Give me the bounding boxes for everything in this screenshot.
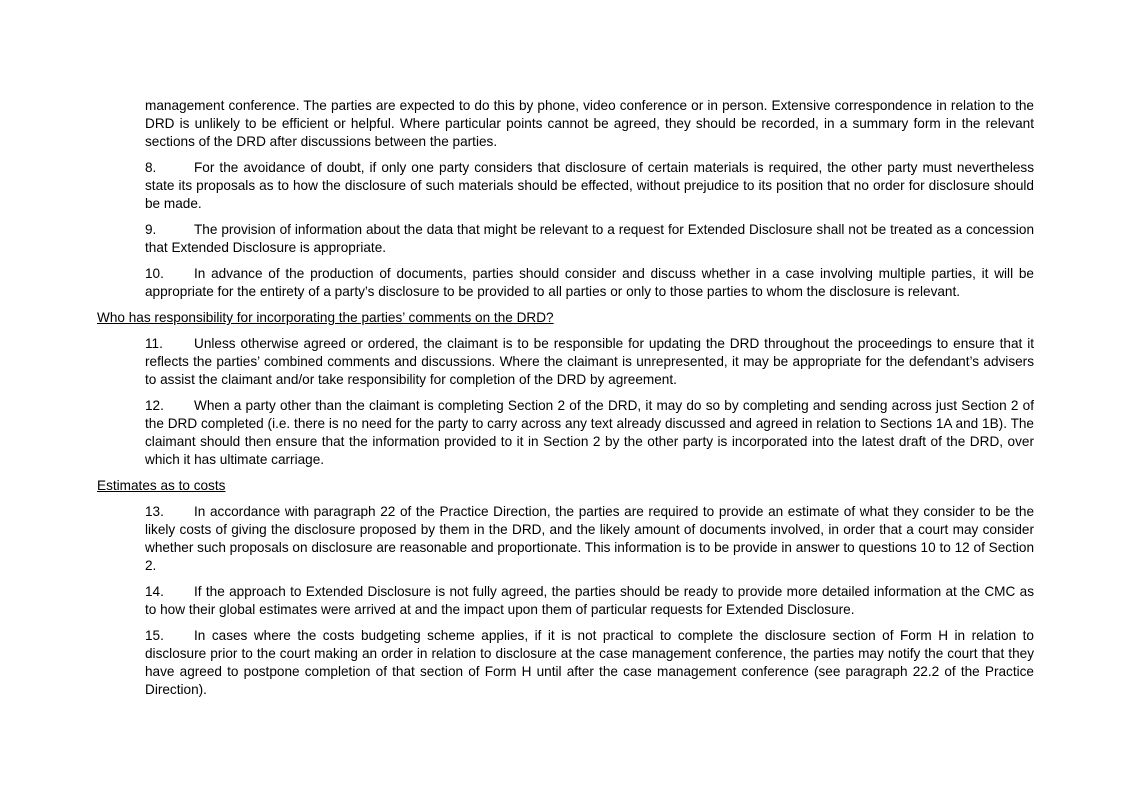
paragraph-text: For the avoidance of doubt, if only one party considers that disclosure of certain materials is required, the other party must nevertheless state its proposals as to how the disclosure of such materials should be effected, without prejudice to its position that no order for disclosure should be made. <box>145 160 1034 211</box>
paragraph-text: In advance of the production of documents, parties should consider and discuss whether in a case involving multiple parties, it will be appropriate for the entirety of a party’s disclosure to be provided to all parties or only to those parties to whom the disclosure is relevant. <box>145 266 1034 299</box>
paragraph-number: 10. <box>145 266 164 281</box>
paragraph-number: 14. <box>145 584 164 599</box>
paragraph-11 <box>145 335 1034 389</box>
paragraph-text: When a party other than the claimant is completing Section 2 of the DRD, it may do so by completing and sending across just Section 2 of the DRD completed (i.e. there is no need for the party to carry across any text already discussed and agreed in relation to Sections 1A and 1B). The claimant should then ensure that the information provided to it in Section 2 by the other party is incorporated into the latest draft of the DRD, over which it has ultimate carriage. <box>145 398 1034 467</box>
paragraph-number: 15. <box>145 628 164 643</box>
continuation-paragraph <box>145 97 1034 151</box>
paragraph-text: In accordance with paragraph 22 of the Practice Direction, the parties are required to provide an estimate of what they consider to be the likely costs of giving the disclosure proposed by them in the DRD, and the likely amount of documents involved, in order that a court may consider whether such proposals on disclosure are reasonable and proportionate. This information is to be provide in answer to questions 10 to 12 of Section 2. <box>145 504 1034 573</box>
paragraph-text: The provision of information about the data that might be relevant to a request for Extended Disclosure shall not be treated as a concession that Extended Disclosure is appropriate. <box>145 222 1034 255</box>
paragraph-number: 11. <box>145 336 163 351</box>
document-body <box>97 97 1034 707</box>
paragraph-15 <box>145 627 1034 699</box>
paragraph-number: 13. <box>145 504 164 519</box>
paragraph-text: Unless otherwise agreed or ordered, the claimant is to be responsible for updating the DRD throughout the proceedings to ensure that it reflects the parties’ combined comments and discussions. Where the claimant is unrepresented, it may be appropriate for the defendant’s advisers to assist the claimant and/or take responsibility for completion of the DRD by agreement. <box>145 336 1034 387</box>
paragraph-number: 8. <box>145 160 157 175</box>
paragraph-9 <box>145 221 1034 257</box>
paragraph-14 <box>145 583 1034 619</box>
paragraph-text: If the approach to Extended Disclosure is not fully agreed, the parties should be ready to provide more detailed information at the CMC as to how their global estimates were arrived at and the impact upon them of particular requests for Extended Disclosure. <box>145 584 1034 617</box>
paragraph-number: 12. <box>145 398 164 413</box>
section-heading-responsibility: Who has responsibility for incorporating the parties’ comments on the DRD? <box>97 310 554 325</box>
paragraph-8 <box>145 159 1034 213</box>
paragraph-13 <box>145 503 1034 575</box>
paragraph-10 <box>145 265 1034 301</box>
continuation-text: management conference. The parties are expected to do this by phone, video conference or in person. Extensive correspondence in relation to the DRD is unlikely to be efficient or helpful. Where particular points cannot be agreed, they should be recorded, in a summary form in the relevant sections of the DRD after discussions between the parties. <box>145 98 1034 149</box>
section-heading-estimates: Estimates as to costs <box>97 478 226 493</box>
paragraph-12 <box>145 397 1034 469</box>
paragraph-text: In cases where the costs budgeting scheme applies, if it is not practical to complete the disclosure section of Form H in relation to disclosure prior to the court making an order in relation to disclosure at the case management conference, the parties may notify the court that they have agreed to postpone completion of that section of Form H until after the case management conference (see paragraph 22.2 of the Practice Direction). <box>145 628 1034 697</box>
paragraph-number: 9. <box>145 222 157 237</box>
